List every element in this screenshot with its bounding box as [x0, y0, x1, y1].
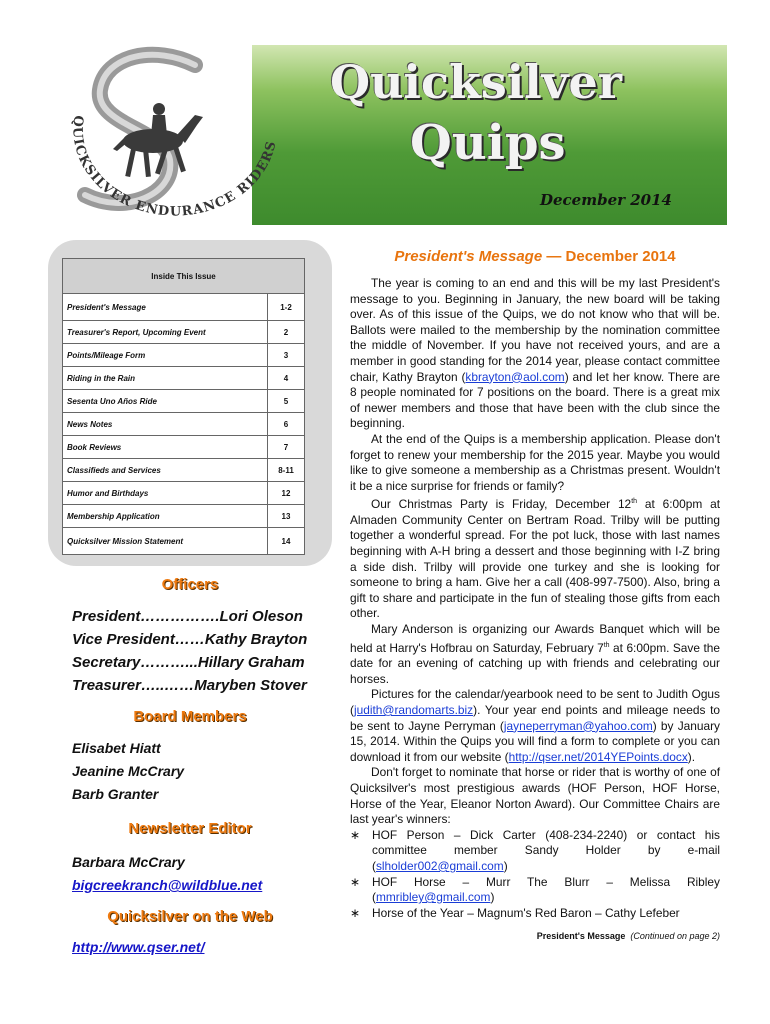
newsletter-title-line1: Quicksilver [330, 55, 622, 109]
newsletter-title-line2: Quips [410, 115, 566, 171]
article-title-date: — December 2014 [542, 248, 676, 265]
toc-item-page: 6 [268, 413, 305, 436]
club-logo [45, 45, 297, 225]
toc-item-page: 1-2 [268, 294, 305, 321]
toc-item-page: 5 [268, 390, 305, 413]
officers-heading: Officers [161, 576, 219, 593]
presidents-message-article [350, 276, 720, 921]
officer-secretary: Secretary………...Hillary Graham [72, 654, 305, 671]
text-run: ) [490, 890, 495, 905]
text-run: ) by January 15, 2014. Within the Quips you will find a form to complete or you can download it from our website ( [350, 718, 720, 764]
article-paragraph [350, 494, 720, 622]
email-link[interactable]: slholder002@gmail.com [375, 858, 504, 873]
toc-item-title[interactable]: President's Message [63, 294, 268, 321]
text-run: Pictures for the calendar/yearbook need to be sent to Judith Ogus ( [350, 687, 720, 717]
article-paragraph [350, 622, 720, 687]
text-run: at 6:00pm at Almaden Community Center on Bertram Road. Trilby will be putting together a wonderful spread. For the pot luck, those with last names beginning with A-H bring a dessert and those beginning with I-Z bring a side dish. Trilby will provide one turkey and she is looking for someone to bring a ham. Give her a call (408-997-7500). Also, bring a gift to share and participate in the fun of stealing those gifts from each other. [350, 497, 721, 621]
email-link[interactable]: mmribley@gmail.com [375, 890, 491, 905]
inside-this-issue-table [62, 258, 305, 555]
toc-item-title[interactable]: Points/Mileage Form [63, 344, 268, 367]
text-run: ) and let her know. There are 8 people nominated for 7 positions on the board. There is a great mix of newer members and those that have been with the club since the beginning. [350, 369, 720, 431]
toc-item-page: 8-11 [268, 459, 305, 482]
document-link[interactable]: http://qser.net/2014YEPoints.docx [508, 749, 688, 764]
website-link[interactable]: http://www.qser.net/ [72, 939, 205, 955]
text-run: Our Christmas Party is Friday, December 12 [371, 497, 632, 512]
toc-item-page: 2 [268, 321, 305, 344]
text-run: HOF Horse – Murr The Blurr – Melissa Ribley ( [372, 874, 720, 905]
officer-president: President…………….Lori Oleson [72, 608, 303, 625]
issue-date: December 2014 [539, 191, 672, 209]
superscript: th [603, 641, 610, 649]
text-run: HOF Person – Dick Carter (408-234-2240) or contact his committee member Sandy Holder by e-mail ( [372, 827, 720, 873]
toc-item-page: 7 [268, 436, 305, 459]
board-members-heading: Board Members [133, 708, 247, 725]
board-member: Barb Granter [72, 786, 159, 802]
editor-name: Barbara McCrary [72, 854, 185, 870]
toc-item-title[interactable]: Classifieds and Services [63, 459, 268, 482]
editor-email-link[interactable]: bigcreekranch@wildblue.net [72, 877, 263, 893]
continued-note [537, 931, 720, 941]
toc-item-title[interactable]: Quicksilver Mission Statement [63, 528, 268, 555]
toc-heading: Inside This Issue [63, 259, 305, 294]
continued-label: President's Message [536, 931, 626, 941]
text-run: Mary Anderson is organizing our Awards Banquet which will be held at Harry's Hofbrau on Saturday, February 7 [350, 622, 720, 655]
continued-page-ref: (Continued on page 2) [630, 931, 720, 941]
text-run: ) [503, 858, 508, 873]
toc-item-page: 3 [268, 344, 305, 367]
toc-item-page: 13 [268, 505, 305, 528]
article-paragraph [350, 276, 720, 432]
board-member: Elisabet Hiatt [72, 740, 161, 756]
email-link[interactable]: judith@randomarts.biz [353, 702, 474, 717]
article-title [350, 248, 720, 265]
list-item [372, 875, 720, 906]
text-run: at 6:00pm. Save the date for an evening of catching up with friends and celebrating our horses. [350, 640, 720, 686]
superscript: th [631, 498, 638, 506]
title-banner [252, 45, 727, 225]
list-item [372, 828, 720, 875]
article-paragraph: At the end of the Quips is a membership application. Please don't forget to renew your membership for the 2015 year. Maybe you would like to give someone a membership as a Christmas present. Wouldn't it be a nice surprise for friends or family? [350, 431, 720, 493]
text-run: ). Your year end points and mileage needs to be sent to Jayne Perryman ( [350, 702, 720, 733]
toc-item-page: 14 [268, 528, 305, 555]
article-paragraph: Don't forget to nominate that horse or rider that is worthy of one of Quicksilver's most prestigious awards (HOF Person, HOF Horse, Horse of the Year, Eleanor Norton Award). Our Committee Chairs are last year's winners: [350, 765, 720, 827]
toc-item-title[interactable]: News Notes [63, 413, 268, 436]
svg-text:QUICKSILVER ENDURANCE RIDERS: QUICKSILVER ENDURANCE RIDERS [69, 114, 280, 220]
officer-vice-president: Vice President……Kathy Brayton [72, 631, 308, 648]
toc-item-page: 4 [268, 367, 305, 390]
toc-item-title[interactable]: Humor and Birthdays [63, 482, 268, 505]
text-run: ). [687, 749, 696, 764]
newsletter-editor-heading: Newsletter Editor [128, 820, 252, 837]
toc-item-title[interactable]: Membership Application [63, 505, 268, 528]
masthead [45, 45, 727, 225]
toc-item-title[interactable]: Sesenta Uno Años Ride [63, 390, 268, 413]
text-run: The year is coming to an end and this will be my last President's message to you. Beginning in January, the new board will be taking over. As of this issue of the Quips, we do not know who that will be. Ballots were mailed to the membership by the nomination committee the middle of November. If you have not received yours, and are a member in good standing for the 2014 year, please contact committee chair, Kathy Brayton ( [350, 276, 720, 384]
email-link[interactable]: kbrayton@aol.com [465, 369, 565, 384]
board-member: Jeanine McCrary [72, 763, 185, 779]
toc-item-title[interactable]: Treasurer's Report, Upcoming Event [63, 321, 268, 344]
email-link[interactable]: jayneperryman@yahoo.com [503, 718, 653, 733]
horse-rider-icon [113, 103, 203, 177]
web-heading: Quicksilver on the Web [107, 908, 273, 925]
article-paragraph [350, 687, 720, 765]
article-title-main: President's Message [394, 248, 543, 265]
toc-item-title[interactable]: Book Reviews [63, 436, 268, 459]
officer-treasurer: Treasurer…..……Maryben Stover [72, 677, 307, 694]
toc-item-page: 12 [268, 482, 305, 505]
list-item: ∗ Horse of the Year – Magnum's Red Baron – Cathy Lefeber [372, 906, 720, 922]
award-chairs-list [350, 828, 720, 922]
toc-item-title[interactable]: Riding in the Rain [63, 367, 268, 390]
